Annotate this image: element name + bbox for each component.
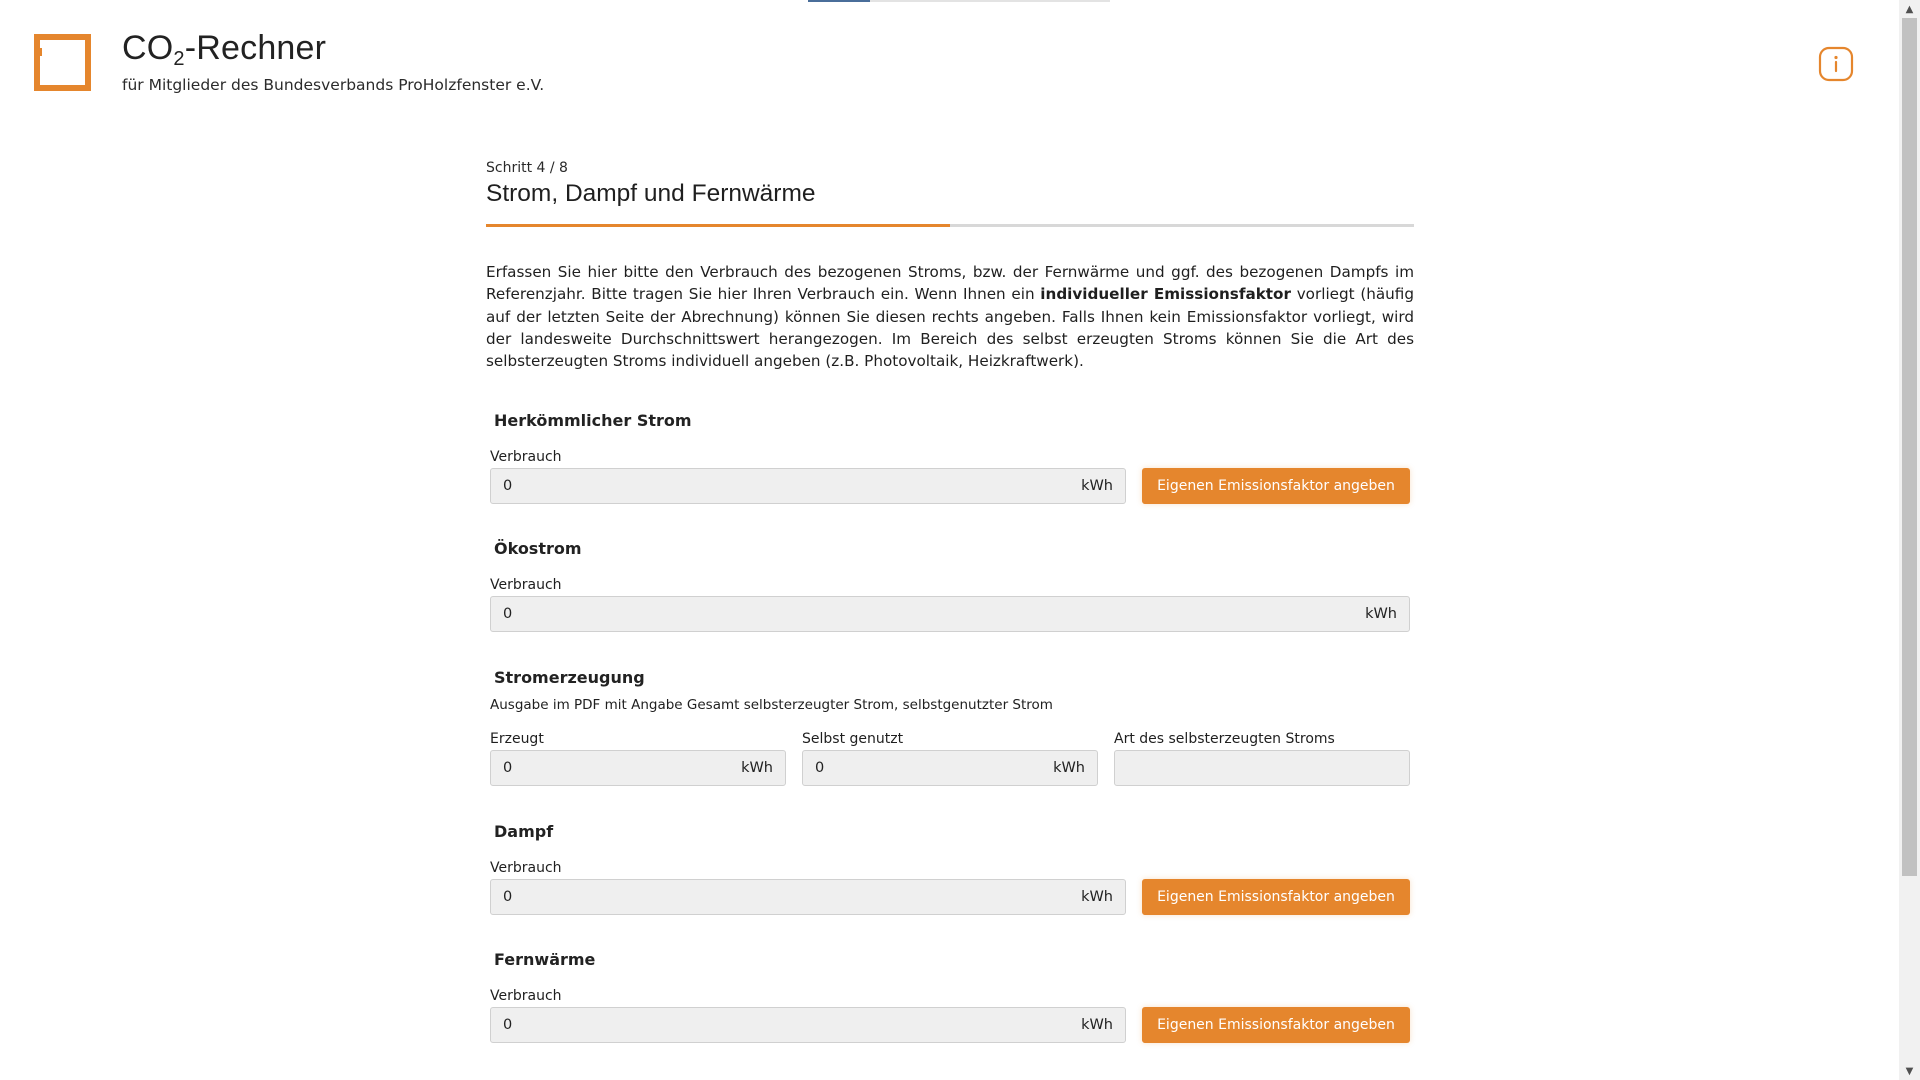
conventional-consumption-input[interactable]: 0 kWh bbox=[490, 468, 1126, 504]
scroll-down-icon[interactable]: ▼ bbox=[1905, 1065, 1914, 1077]
section-title-power-generation: Stromerzeugung bbox=[494, 668, 645, 687]
step-progress-fill bbox=[486, 224, 950, 227]
steam-consumption-input[interactable]: 0 kWh bbox=[490, 879, 1126, 915]
unit-label: kWh bbox=[1053, 760, 1085, 776]
generation-note: Ausgabe im PDF mit Angabe Gesamt selbsterzeugter Strom, selbstgenutzter Strom bbox=[490, 697, 1053, 713]
unit-label: kWh bbox=[741, 760, 773, 776]
scroll-up-icon[interactable]: ▲ bbox=[1905, 3, 1914, 15]
conventional-emission-factor-button[interactable]: Eigenen Emissionsfaktor angeben bbox=[1142, 468, 1410, 504]
district-heating-consumption-input[interactable]: 0 kWh bbox=[490, 1007, 1126, 1043]
brand-logo-icon bbox=[34, 34, 91, 91]
green-consumption-label: Verbrauch bbox=[490, 577, 562, 593]
conventional-consumption-label: Verbrauch bbox=[490, 449, 562, 465]
info-icon[interactable] bbox=[1818, 46, 1854, 82]
section-title-conventional-power: Herkömmlicher Strom bbox=[494, 411, 692, 430]
self-used-label: Selbst genutzt bbox=[802, 731, 904, 747]
intro-text: Erfassen Sie hier bitte den Verbrauch des bezogenen Stroms, bzw. der Fernwärme und ggf. des bezogenen Dampfs im Referenzjahr. Bitte tragen Sie hier Ihren Verbrauch ein. Wenn Ihnen ein individueller Emissionsfaktor vorliegt (häufig auf der letzten Seite der Abrechnung) können Sie diesen rechts angeben. Falls Ihnen kein Emissionsfaktor vorliegt, wird der landesweite Durchschnittswert herangezogen. Im Bereich des selbst erzeugten Stroms können Sie die Art des selbsterzeugten Stroms individuell angeben (z.B. Photovoltaik, Heizkraftwerk). bbox=[486, 263, 1415, 371]
generation-type-label: Art des selbsterzeugten Stroms bbox=[1114, 731, 1335, 747]
scrollbar-thumb[interactable] bbox=[1902, 18, 1917, 876]
app-header bbox=[122, 28, 544, 94]
unit-label: kWh bbox=[1081, 889, 1113, 905]
unit-label: kWh bbox=[1081, 1017, 1113, 1033]
section-title-green-power: Ökostrom bbox=[494, 539, 582, 558]
step-content bbox=[486, 160, 1414, 372]
step-counter: Schritt 4 / 8 bbox=[486, 160, 568, 176]
app-subtitle: für Mitglieder des Bundesverbands ProHolzfenster e.V. bbox=[122, 76, 545, 94]
unit-label: kWh bbox=[1365, 606, 1397, 622]
generation-type-input[interactable] bbox=[1114, 750, 1410, 786]
page-scrollbar[interactable] bbox=[1899, 0, 1920, 1080]
district-heating-consumption-label: Verbrauch bbox=[490, 988, 562, 1004]
unit-label: kWh bbox=[1081, 478, 1113, 494]
produced-label: Erzeugt bbox=[490, 731, 544, 747]
produced-input[interactable]: 0 kWh bbox=[490, 750, 786, 786]
step-progress-bar bbox=[486, 224, 1414, 227]
steam-consumption-label: Verbrauch bbox=[490, 860, 562, 876]
app-title: $CO_2$-Rechner bbox=[122, 29, 327, 70]
green-consumption-input[interactable]: 0 kWh bbox=[490, 596, 1410, 632]
top-tab-indicator bbox=[808, 0, 870, 2]
step-title: Strom, Dampf und Fernwärme bbox=[486, 180, 816, 207]
steam-emission-factor-button[interactable]: Eigenen Emissionsfaktor angeben bbox=[1142, 879, 1410, 915]
section-title-district-heating: Fernwärme bbox=[494, 950, 596, 969]
section-title-steam: Dampf bbox=[494, 822, 554, 841]
district-heating-emission-factor-button[interactable]: Eigenen Emissionsfaktor angeben bbox=[1142, 1007, 1410, 1043]
self-used-input[interactable]: 0 kWh bbox=[802, 750, 1098, 786]
